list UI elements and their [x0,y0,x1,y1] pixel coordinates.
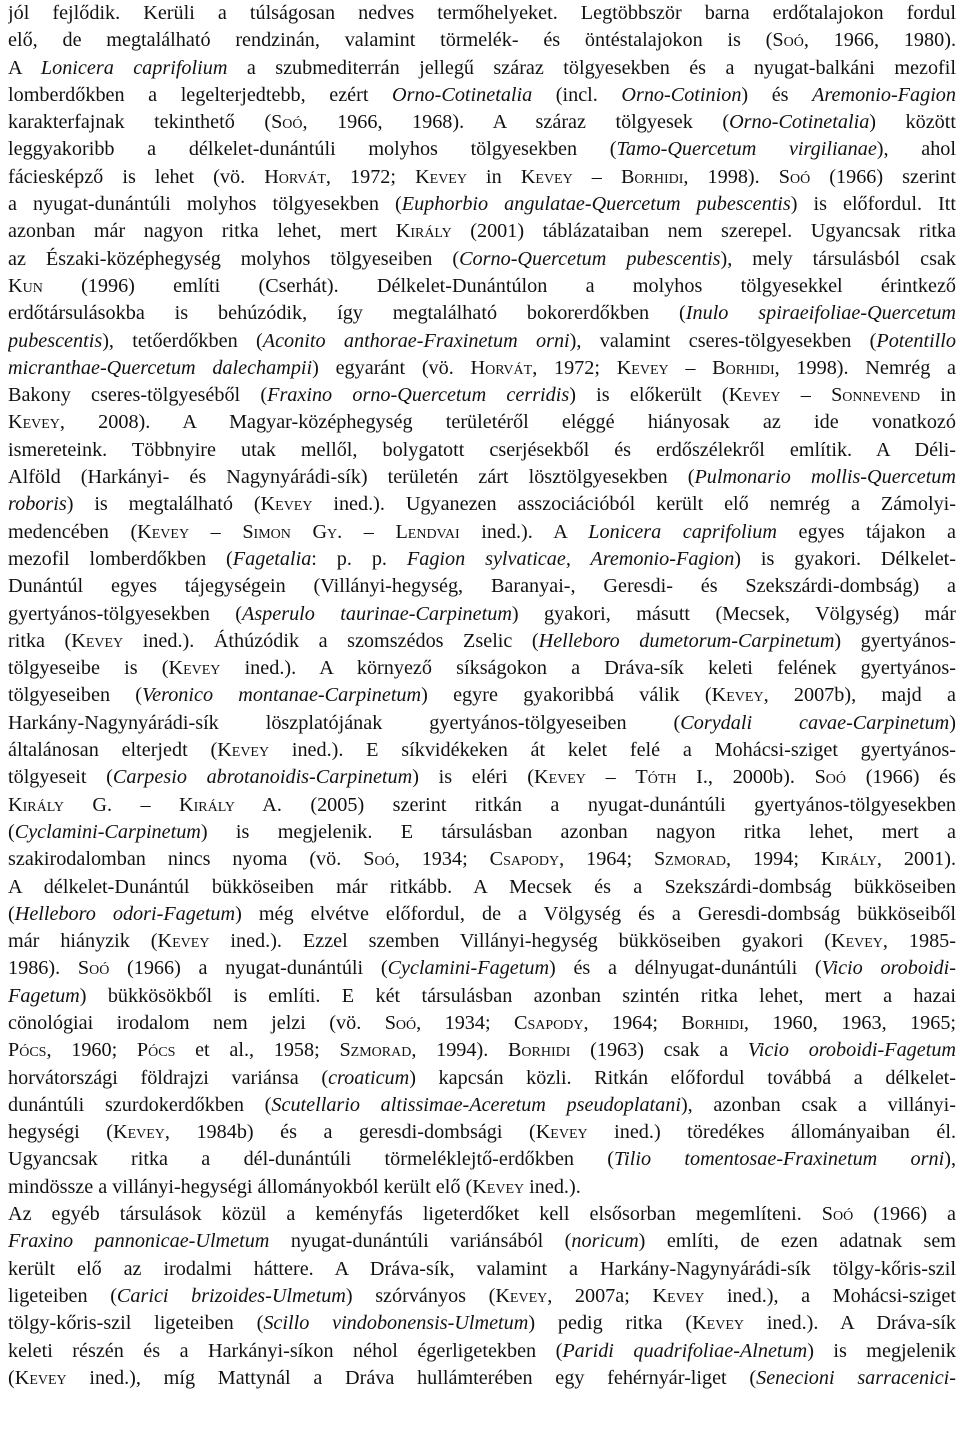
text-line [8,246,956,273]
author-name: Kevey [652,1284,705,1307]
text-line [8,1365,956,1392]
author-name: Soó [778,165,811,188]
text-run: ), [944,1148,956,1171]
author-name: Pócs [8,1039,47,1062]
text-run: Ugyancsak ritka a dél-dunántúli törmeléklejtő-erdőkben ( [8,1148,615,1171]
text-run: szakirodalomban nincs nyoma (vö. [8,848,364,871]
italic-taxon-name: Tilio tomentosae-Fraxinetum orni [614,1148,945,1171]
author-name: Kevey [831,930,883,953]
italic-taxon-name: Tamo-Quercetum virgilianae [616,138,877,161]
text-line [8,1146,956,1173]
text-line [8,300,956,327]
italic-taxon-name: pubescentis [8,329,103,352]
author-name: Kevey [8,411,60,434]
text-line [8,82,956,109]
text-run: ined.), a Mohácsi-sziget [704,1284,956,1307]
text-line [8,546,956,573]
text-line [8,955,956,982]
text-run: (2001) táblázataiban nem szerepel. Ugyancsak ritka [451,220,956,243]
text-run: (incl. [532,83,622,106]
italic-taxon-name: Lonicera caprifolium [588,520,777,543]
author-name: Kevey [14,1366,67,1389]
text-run: lomberdőkben a legelterjedtebb, ezért [8,83,393,106]
italic-taxon-name: Fraxino pannonicae-Ulmetum [8,1230,270,1253]
text-line [8,901,956,928]
author-name: Soó [384,1011,417,1034]
author-name: Soó [363,848,395,871]
italic-taxon-name: Fagion sylvaticae, Aremonio-Fagion [406,547,735,570]
author-name: Horvát [264,165,326,188]
text-run: ined.). [524,1175,581,1198]
text-run: ined.). E síkvidékeken át kelet felé a Mohácsi-sziget gyertyános- [269,739,956,762]
text-run: a nyugat-dunántúli molyhos tölgyesekben ( [8,193,402,216]
italic-taxon-name: Vicio oroboidi- [821,957,956,980]
text-run: egyes tájakon a [776,520,956,543]
text-line [8,519,956,546]
text-run: ) is megjelenik. E társulásban azonban nagyon ritka lehet, mert a [200,820,956,843]
italic-taxon-name: Fagetum [8,984,80,1007]
text-run: Alföld (Harkányi- és Nagynyárádi-sík) területén zárt lösztölgyesekben ( [8,466,695,489]
author-name: Sonnevend [831,384,921,407]
text-run: ined.). Áthúzódik a szomszédos Zselic ( [123,629,539,652]
text-line [8,792,956,819]
text-run: , 1972; [532,356,617,379]
italic-taxon-name: Corno-Quercetum pubescentis [459,247,721,270]
italic-taxon-name: Scutellario altissimae-Aceretum pseudoplatani [271,1093,681,1116]
text-run: a szubmediterrán jellegű száraz tölgyesekben és a nyugat-balkáni mezofil [227,56,956,79]
text-line [8,764,956,791]
text-run: ), tetőerdőkben ( [102,329,263,352]
text-line [8,136,956,163]
text-run: ) is gyakori. Délkelet- [734,547,956,570]
document-page [8,0,956,1392]
text-run: , 1966, 1980). [803,29,956,52]
text-run: cönológiai irodalom nem jelzi (vö. [8,1011,385,1034]
text-line [8,355,956,382]
text-run: , 1985- [882,930,956,953]
text-run: in [920,384,956,407]
italic-taxon-name: noricum [571,1230,639,1253]
italic-taxon-name: croaticum [328,1066,410,1089]
text-run: , 2008). A Magyar-középhegység területéről eléggé hiányosak az ide vonatkozó [59,411,956,434]
text-run: (1966) és [846,766,956,789]
text-run: ined.). A környező síkságokon a Dráva-sík keleti felének gyertyános- [220,657,956,680]
text-line [8,819,956,846]
italic-taxon-name: Aremonio-Fagion [812,83,956,106]
text-run: ) egyaránt (vö. [312,356,471,379]
text-run: – [189,520,243,543]
italic-taxon-name: Paridi quadrifoliae-Alnetum [562,1339,808,1362]
text-run: gyertyános-tölgyesekben ( [8,602,242,625]
author-name: Szmorad [339,1039,412,1062]
text-run: ( [8,820,15,843]
text-run: tölgyeseiben ( [8,684,143,707]
text-run: ined.). Ugyanezen asszociációból került elő nemrég a Zámolyi- [312,493,956,516]
author-name: Borhidi [507,1039,571,1062]
text-run: ) és [741,83,813,106]
italic-taxon-name: roboris [8,493,67,516]
author-name: Kevey [535,1121,588,1144]
text-run: A [8,56,41,79]
author-name: Soó [772,29,804,52]
text-run: ), mely társulásból csak [720,247,956,270]
author-name: Kevey [217,739,270,762]
text-line [8,273,956,300]
text-line [8,737,956,764]
text-run: az Északi-középhegység molyhos tölgyeseiben ( [8,247,460,270]
italic-taxon-name: Potentillo [876,329,956,352]
italic-taxon-name: Senecioni sarracenici- [756,1366,956,1389]
text-run: – [780,384,832,407]
author-name: Kevey [71,629,124,652]
text-run: ) is előfordul. Itt [790,193,956,216]
author-name: Lendvai [395,520,460,543]
text-line [8,1310,956,1337]
text-run: ) is előkerült ( [569,384,729,407]
text-run: már hiányzik ( [8,930,158,953]
text-line [8,601,956,628]
text-run: horvátországi földrajzi variánsa ( [8,1066,329,1089]
author-name: Király [820,848,877,871]
text-run: – [112,793,180,816]
text-run: keleti részén és a Harkányi-síkon néhol égerligetekben ( [8,1339,563,1362]
text-line [8,1174,956,1201]
text-run: került elő az irodalmi háttere. A Dráva-sík, valamint a Harkány-Nagynyárádi-sík tölgy-kőris-szil [8,1257,956,1280]
text-run: hegységi ( [8,1121,113,1144]
text-run: tölgyeseibe is ( [8,657,169,680]
italic-taxon-name: Cyclamini-Carpinetum [14,820,201,843]
text-line [8,710,956,737]
text-run: , 1984b) és a geresdi-dombsági ( [164,1121,536,1144]
text-run: ligeteiben ( [8,1284,117,1307]
text-run: azonban már nagyon ritka lehet, mert [8,220,396,243]
text-run: (1996) említi (Cserhát). Délkelet-Dunántúlon a molyhos tölgyesekkel érintkező [42,274,956,297]
text-line [8,409,956,436]
text-line [8,1283,956,1310]
text-run: ismereteink. Többnyire utak mellől, bolygatott cserjésekből és erdőszélekről említik. A Déli- [8,438,956,461]
text-line [8,27,956,54]
text-run: ) gyertyános- [834,629,956,652]
author-name: Kun [8,274,43,297]
italic-taxon-name: Helleboro odori-Fagetum [14,902,236,925]
author-name: Kevey [692,1312,744,1335]
author-name: Tóth I. [635,766,708,789]
author-name: Csapody [514,1011,584,1034]
text-line [8,0,956,27]
text-line [8,983,956,1010]
author-name: Kevey [520,165,573,188]
text-run: ) kapcsán közli. Ritkán előfordul továbbá a délkelet- [409,1066,956,1089]
text-run: ined.). Ezzel szemben Villányi-hegység bükköseiben gyakori ( [209,930,831,953]
author-name: Soó [271,111,303,134]
text-run: – [342,520,396,543]
text-run: tölgyeseit ( [8,766,113,789]
text-run: ined.), míg Mattynál a Dráva hullámterében egy fehérnyár-liget ( [66,1366,757,1389]
text-line [8,1037,956,1064]
text-run: , 1972; [325,165,416,188]
text-run: , 2007a; [547,1284,653,1307]
text-run: ) bükkösökből is említi. E két társulásban azonban szintén ritka lehet, mert a hazai [79,984,956,1007]
author-name: Kevey [168,657,221,680]
italic-taxon-name: Inulo spiraeifoliae-Quercetum [685,302,956,325]
author-name: Csapody [489,848,560,871]
author-name: Borhidi [712,356,775,379]
text-run: 1986). [8,957,78,980]
italic-taxon-name: Fagetalia [232,547,312,570]
italic-taxon-name: Orno-Cotinion [621,83,742,106]
text-line [8,928,956,955]
text-run: Harkány-Nagynyárádi-sík löszplatójának gyertyános-tölgyeseiben ( [8,711,681,734]
text-run: , 1994; [725,848,821,871]
text-run: A délkelet-Dunántúl bükköseiben már ritkább. A Mecsek és a Szekszárdi-dombság bükköseiben [8,875,956,898]
text-run: ) említi, de ezen adatnak sem [638,1230,956,1253]
italic-taxon-name: Vicio oroboidi-Fagetum [747,1039,956,1062]
text-run: elő, de megtalálható rendzinán, valamint törmelék- és öntéstalajokon is ( [8,29,773,52]
text-line [8,846,956,873]
text-line [8,682,956,709]
text-run: ) is megjelenik [807,1339,956,1362]
text-run: , 1998). Nemrég a [774,356,956,379]
italic-taxon-name: Orno-Cotinetalia [729,111,870,134]
text-line [8,1010,956,1037]
text-line [8,628,956,655]
italic-taxon-name: Pulmonario mollis-Quercetum [694,466,956,489]
italic-taxon-name: Aconito anthorae-Fraxinetum orni [262,329,570,352]
text-run: ) és a délnyugat-dunántúli ( [549,957,822,980]
text-run: ined.) töredékes állományaiban él. [587,1121,956,1144]
text-line [8,1201,956,1228]
text-line [8,1338,956,1365]
text-run: ) gyakori, másutt (Mecsek, Völgység) már [511,602,956,625]
text-run: ( [8,902,15,925]
text-run: ) között [869,111,956,134]
author-name: Kevey [728,384,781,407]
text-run: , 1960, 1963, 1965; [743,1011,956,1034]
author-name: Soó [814,766,847,789]
text-run: , 1934; [394,848,490,871]
text-run: ritka ( [8,629,72,652]
text-run: leggyakoribb a délkelet-dunántúli molyhos tölgyesekben ( [8,138,617,161]
text-run: , 1964; [583,1011,682,1034]
text-run: ), valamint cseres-tölgyesekben ( [569,329,877,352]
text-run: , 2007b), majd a [763,684,956,707]
text-line [8,382,956,409]
author-name: Simon Gy. [242,520,343,543]
text-run: (1966) szerint [810,165,956,188]
text-line [8,55,956,82]
text-run: ( [8,1366,15,1389]
italic-taxon-name: micranthae-Quercetum dalechampii [8,356,313,379]
text-run: (1963) csak a [570,1039,748,1062]
text-line [8,874,956,901]
author-name: Király A. [179,793,282,816]
text-run: – [585,766,636,789]
text-run: Bakony cseres-tölgyeséből ( [8,384,268,407]
italic-taxon-name: Carpesio abrotanoidis-Carpinetum [112,766,413,789]
text-line [8,491,956,518]
italic-taxon-name: Fraxino orno-Quercetum cerridis [267,384,570,407]
author-name: Kevey [534,766,586,789]
italic-taxon-name: Asperulo taurinae-Carpinetum [241,602,512,625]
text-run: – [668,356,713,379]
italic-taxon-name: Corydali cavae-Carpinetum [680,711,950,734]
text-line [8,655,956,682]
text-run: (2005) szerint ritkán a nyugat-dunántúli gyertyános-tölgyesekben [281,793,956,816]
text-line [8,464,956,491]
text-run: , 2001). [876,848,956,871]
text-run: , 1960; [46,1039,137,1062]
text-run: fáciesképző is lehet (vö. [8,165,265,188]
text-run: ined.). A Dráva-sík [744,1312,956,1335]
author-name: Kevey [260,493,313,516]
author-name: Kevey [137,520,190,543]
author-name: Pócs [136,1039,176,1062]
text-line [8,1256,956,1283]
author-name: Borhidi [681,1011,744,1034]
author-name: Borhidi [620,165,684,188]
text-run: ) még elvétve előfordul, de a Völgység és a Geresdi-dombság bükköseiből [235,902,956,925]
text-run: ) pedig ritka ( [528,1312,693,1335]
text-run: ), azonban csak a villányi- [680,1093,956,1116]
text-run: mezofil lomberdőkben ( [8,547,233,570]
italic-taxon-name: Euphorbio angulatae-Quercetum pubescentis [401,193,791,216]
text-run: ) szórványos ( [345,1284,496,1307]
text-run: – [572,165,621,188]
author-name: Kevey [157,930,210,953]
text-run: , 1934; [416,1011,515,1034]
text-run: , 1964; [559,848,655,871]
text-run: (1966) a [853,1203,956,1226]
text-run: nyugat-dunántúli variánsából ( [269,1230,572,1253]
text-line [8,437,956,464]
text-line [8,218,956,245]
text-run: tölgy-kőris-szil ligeteiben ( [8,1312,264,1335]
italic-taxon-name: Helleboro dumetorum-Carpinetum [538,629,835,652]
text-run: medencében ( [8,520,138,543]
text-run: et al., 1958; [175,1039,340,1062]
author-name: Király [395,220,452,243]
italic-taxon-name: Veronico montanae-Carpinetum [142,684,422,707]
author-name: Szmorad [654,848,726,871]
text-run: : p. p. [311,547,407,570]
text-line [8,1092,956,1119]
text-line [8,1119,956,1146]
text-run: ) egyre gyakoribbá válik ( [421,684,712,707]
text-line [8,164,956,191]
text-run: (1966) a nyugat-dunántúli ( [109,957,388,980]
text-run: ), ahol [876,138,956,161]
italic-taxon-name: Lonicera caprifolium [40,56,228,79]
text-run: ) [949,711,956,734]
text-run: mindössze a villányi-hegységi állományokból került elő ( [8,1175,473,1198]
italic-taxon-name: Scillo vindobonensis-Ulmetum [263,1312,529,1335]
author-name: Kevey [711,684,764,707]
text-run: erdőtársulásokba is behúzódik, így megtalálható bokorerdőkben ( [8,302,686,325]
text-run: ined.). A [459,520,589,543]
text-run: Az egyéb társulások közül a keményfás ligeterdőket kell elsősorban megemlíteni. [8,1203,822,1226]
text-run: általánosan elterjedt ( [8,739,218,762]
italic-taxon-name: Cyclamini-Fagetum [387,957,550,980]
text-line [8,1065,956,1092]
italic-taxon-name: Carici brizoides-Ulmetum [116,1284,346,1307]
text-line [8,573,956,600]
text-run: ) is megtalálható ( [66,493,261,516]
author-name: Kevey [616,356,669,379]
text-line [8,109,956,136]
author-name: Kevey [495,1284,548,1307]
text-run: ) is eléri ( [412,766,535,789]
text-line [8,191,956,218]
italic-taxon-name: Orno-Cotinetalia [392,83,533,106]
text-run: , 1966, 1968). A száraz tölgyesek ( [302,111,730,134]
text-line [8,328,956,355]
text-run: in [466,165,521,188]
author-name: Horvát [470,356,533,379]
text-run: Dunántúl egyes tájegységein (Villányi-hegység, Baranyai-, Geresdi- és Szekszárdi-dombság) a [8,575,956,598]
text-run: dunántúli szurdokerdőkben ( [8,1093,272,1116]
text-run: jól fejlődik. Kerüli a túlságosan nedves termőhelyeket. Legtöbbször barna erdőtalajokon fordul [8,2,956,24]
author-name: Király G. [8,793,113,816]
author-name: Soó [821,1203,854,1226]
text-run: , 1994). [411,1039,508,1062]
text-line [8,1228,956,1255]
author-name: Kevey [415,165,467,188]
author-name: Kevey [472,1175,525,1198]
text-run: , 1998). [683,165,779,188]
text-run: , 2000b). [707,766,815,789]
author-name: Kevey [113,1121,165,1144]
author-name: Soó [77,957,110,980]
text-run: karakterfajnak tekinthető ( [8,111,272,134]
